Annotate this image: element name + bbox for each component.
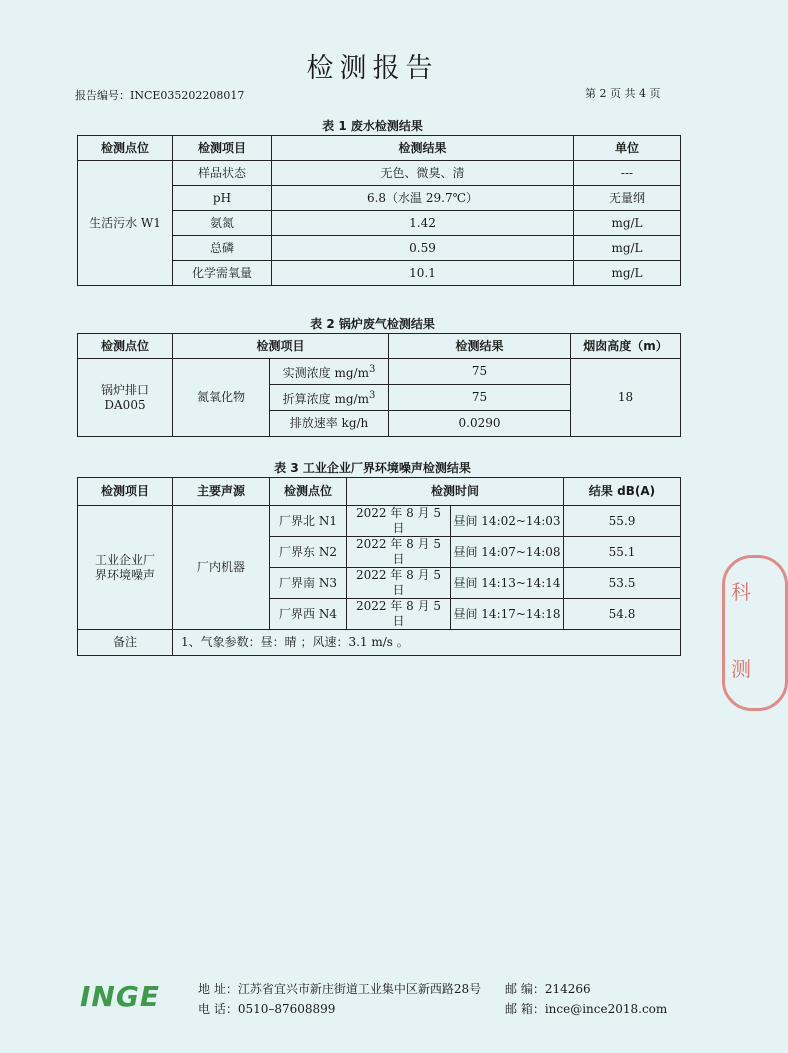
- table-cell: [270, 385, 389, 411]
- table-cell: 排放速率 kg/h: [270, 411, 389, 437]
- table-cell: 0.0290: [389, 411, 571, 437]
- table-cell: 化学需氧量: [173, 261, 272, 286]
- table2-location-line2: DA005: [104, 397, 146, 412]
- table-cell: 75: [389, 359, 571, 385]
- superscript: 3: [368, 364, 376, 375]
- table-cell: 6.8（水温 29.7℃）: [272, 186, 574, 211]
- table1-header-unit: 单位: [574, 136, 681, 161]
- boiler-gas-table: [77, 333, 681, 437]
- table-cell: 昼间 14:13~14:14: [451, 568, 564, 599]
- table-cell: 昼间 14:02~14:03: [451, 506, 564, 537]
- table-cell: 厂界北 N1: [270, 506, 347, 537]
- table2-location-line1: 锅炉排口: [100, 382, 149, 397]
- table-cell: mg/L: [574, 261, 681, 286]
- table-cell: ---: [574, 161, 681, 186]
- table-cell: 总磷: [173, 236, 272, 261]
- table3-caption: 表 3 工业企业厂界环境噪声检测结果: [274, 461, 471, 475]
- table-cell: 2022 年 8 月 5 日: [347, 506, 451, 537]
- table-cell: mg/L: [574, 211, 681, 236]
- footer-address: 地 址：江苏省宜兴市新庄街道工业集中区新西路28号: [198, 982, 482, 996]
- table-cell: 无量纲: [574, 186, 681, 211]
- table2-header-location: 检测点位: [78, 334, 173, 359]
- table3-header-point: 检测点位: [270, 478, 347, 506]
- stamp-char-2: 测: [731, 657, 751, 681]
- table-cell: 1.42: [272, 211, 574, 236]
- company-logo: INGE: [80, 980, 160, 1013]
- table-cell: 55.9: [564, 506, 681, 537]
- table3-item: [78, 506, 173, 630]
- table3-remark-label: 备注: [78, 630, 173, 656]
- table-cell: 2022 年 8 月 5 日: [347, 568, 451, 599]
- superscript: 3: [368, 390, 376, 401]
- table-cell: 氨氮: [173, 211, 272, 236]
- table-cell: 样品状态: [173, 161, 272, 186]
- table2-header-height: 烟囱高度（m）: [571, 334, 681, 359]
- table3-header-source: 主要声源: [173, 478, 270, 506]
- footer-email: 邮 箱：ince@ince2018.com: [505, 1002, 668, 1016]
- table-cell: 55.1: [564, 537, 681, 568]
- table-cell: 昼间 14:17~14:18: [451, 599, 564, 630]
- table1-header-result: 检测结果: [272, 136, 574, 161]
- table-cell: 75: [389, 385, 571, 411]
- page-title: 检测报告: [306, 53, 439, 84]
- table2-height: 18: [571, 359, 681, 437]
- table3-item-line2: 界环境噪声: [94, 567, 155, 582]
- footer-phone: 电 话：0510–87608899: [198, 1002, 336, 1016]
- table2-location: [78, 359, 173, 437]
- table2-item-1: 折算浓度 mg/m: [282, 392, 369, 406]
- table3-item-line1: 工业企业厂: [94, 552, 155, 567]
- table2-caption: 表 2 锅炉废气检测结果: [310, 317, 435, 331]
- table-cell: pH: [173, 186, 272, 211]
- page-number: 第 2 页 共 4 页: [585, 87, 661, 100]
- table-cell: mg/L: [574, 236, 681, 261]
- table-cell: 昼间 14:07~14:08: [451, 537, 564, 568]
- stamp-char-1: 科: [731, 580, 751, 604]
- table-cell: 厂界西 N4: [270, 599, 347, 630]
- table-cell: 厂界南 N3: [270, 568, 347, 599]
- table3-remark: 1、气象参数：昼：晴 ；风速：3.1 m/s 。: [173, 630, 681, 656]
- table3-header-result: 结果 dB(A): [564, 478, 681, 506]
- report-number: 报告编号：INCE035202208017: [75, 89, 245, 102]
- stamp: [722, 555, 788, 711]
- table3-source: 厂内机器: [173, 506, 270, 630]
- table1-header-location: 检测点位: [78, 136, 173, 161]
- table1-caption: 表 1 废水检测结果: [322, 119, 423, 133]
- table2-header-item: 检测项目: [173, 334, 389, 359]
- table-cell: 厂界东 N2: [270, 537, 347, 568]
- table3-header-item: 检测项目: [78, 478, 173, 506]
- table-cell: 53.5: [564, 568, 681, 599]
- wastewater-table: [77, 135, 681, 286]
- table1-location: 生活污水 W1: [78, 161, 173, 286]
- table-cell: 10.1: [272, 261, 574, 286]
- table-cell: 2022 年 8 月 5 日: [347, 599, 451, 630]
- table1-header-item: 检测项目: [173, 136, 272, 161]
- footer-postcode: 邮 编：214266: [505, 982, 591, 996]
- noise-table: [77, 477, 681, 656]
- table2-item-0: 实测浓度 mg/m: [282, 366, 369, 380]
- table-cell: [270, 359, 389, 385]
- table-cell: 54.8: [564, 599, 681, 630]
- table2-pollutant: 氮氧化物: [173, 359, 270, 437]
- table3-header-time: 检测时间: [347, 478, 564, 506]
- table2-header-result: 检测结果: [389, 334, 571, 359]
- table-cell: 无色、微臭、清: [272, 161, 574, 186]
- table-cell: 2022 年 8 月 5 日: [347, 537, 451, 568]
- table-cell: 0.59: [272, 236, 574, 261]
